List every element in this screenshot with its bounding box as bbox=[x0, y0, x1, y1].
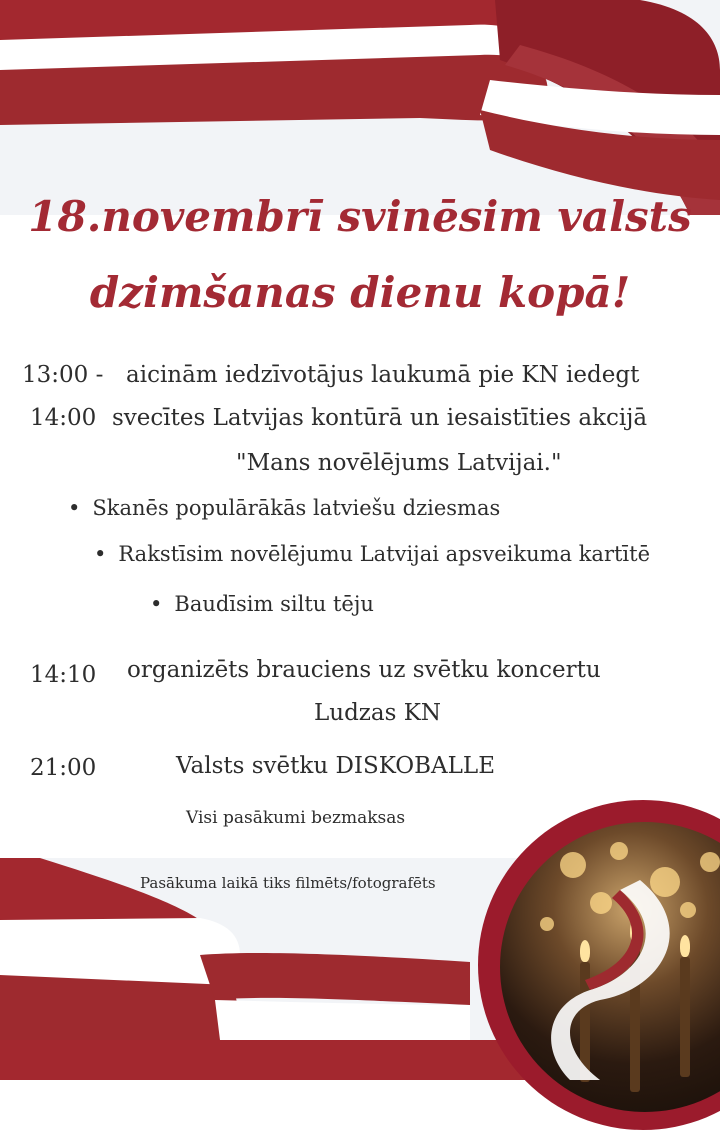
title-line-1: 18.novembrī svinēsim valsts bbox=[28, 192, 692, 241]
free-events-note: Visi pasākumi bezmaksas bbox=[186, 808, 406, 828]
time-21-00: 21:00 bbox=[30, 755, 97, 781]
schedule-first-line-3: "Mans novēlējums Latvijai." bbox=[236, 450, 562, 476]
schedule-second-line-2: Ludzas KN bbox=[314, 700, 442, 726]
filming-note: Pasākuma laikā tiks filmēts/fotografēts bbox=[140, 874, 436, 892]
schedule-first-line-2: svecītes Latvijas kontūrā un iesaistīties akcijā bbox=[112, 405, 648, 431]
bullet-item: • Baudīsim siltu tēju bbox=[150, 592, 374, 616]
bullet-item: • Skanēs populārākās latviešu dziesmas bbox=[68, 496, 500, 520]
schedule-first-line-1: aicinām iedzīvotājus laukumā pie KN iedegt bbox=[126, 362, 640, 388]
time-14-10: 14:10 bbox=[30, 662, 97, 688]
bullet-item: • Rakstīsim novēlējumu Latvijai apsveikuma kartītē bbox=[94, 542, 650, 566]
time-13-00: 13:00 - bbox=[22, 362, 104, 388]
title-line-2: dzimšanas dienu kopā! bbox=[89, 268, 631, 317]
schedule-third-line-1: Valsts svētku DISKOBALLE bbox=[176, 753, 495, 779]
schedule-second-line-1: organizēts brauciens uz svētku koncertu bbox=[127, 657, 601, 683]
time-14-00: 14:00 bbox=[30, 405, 97, 431]
